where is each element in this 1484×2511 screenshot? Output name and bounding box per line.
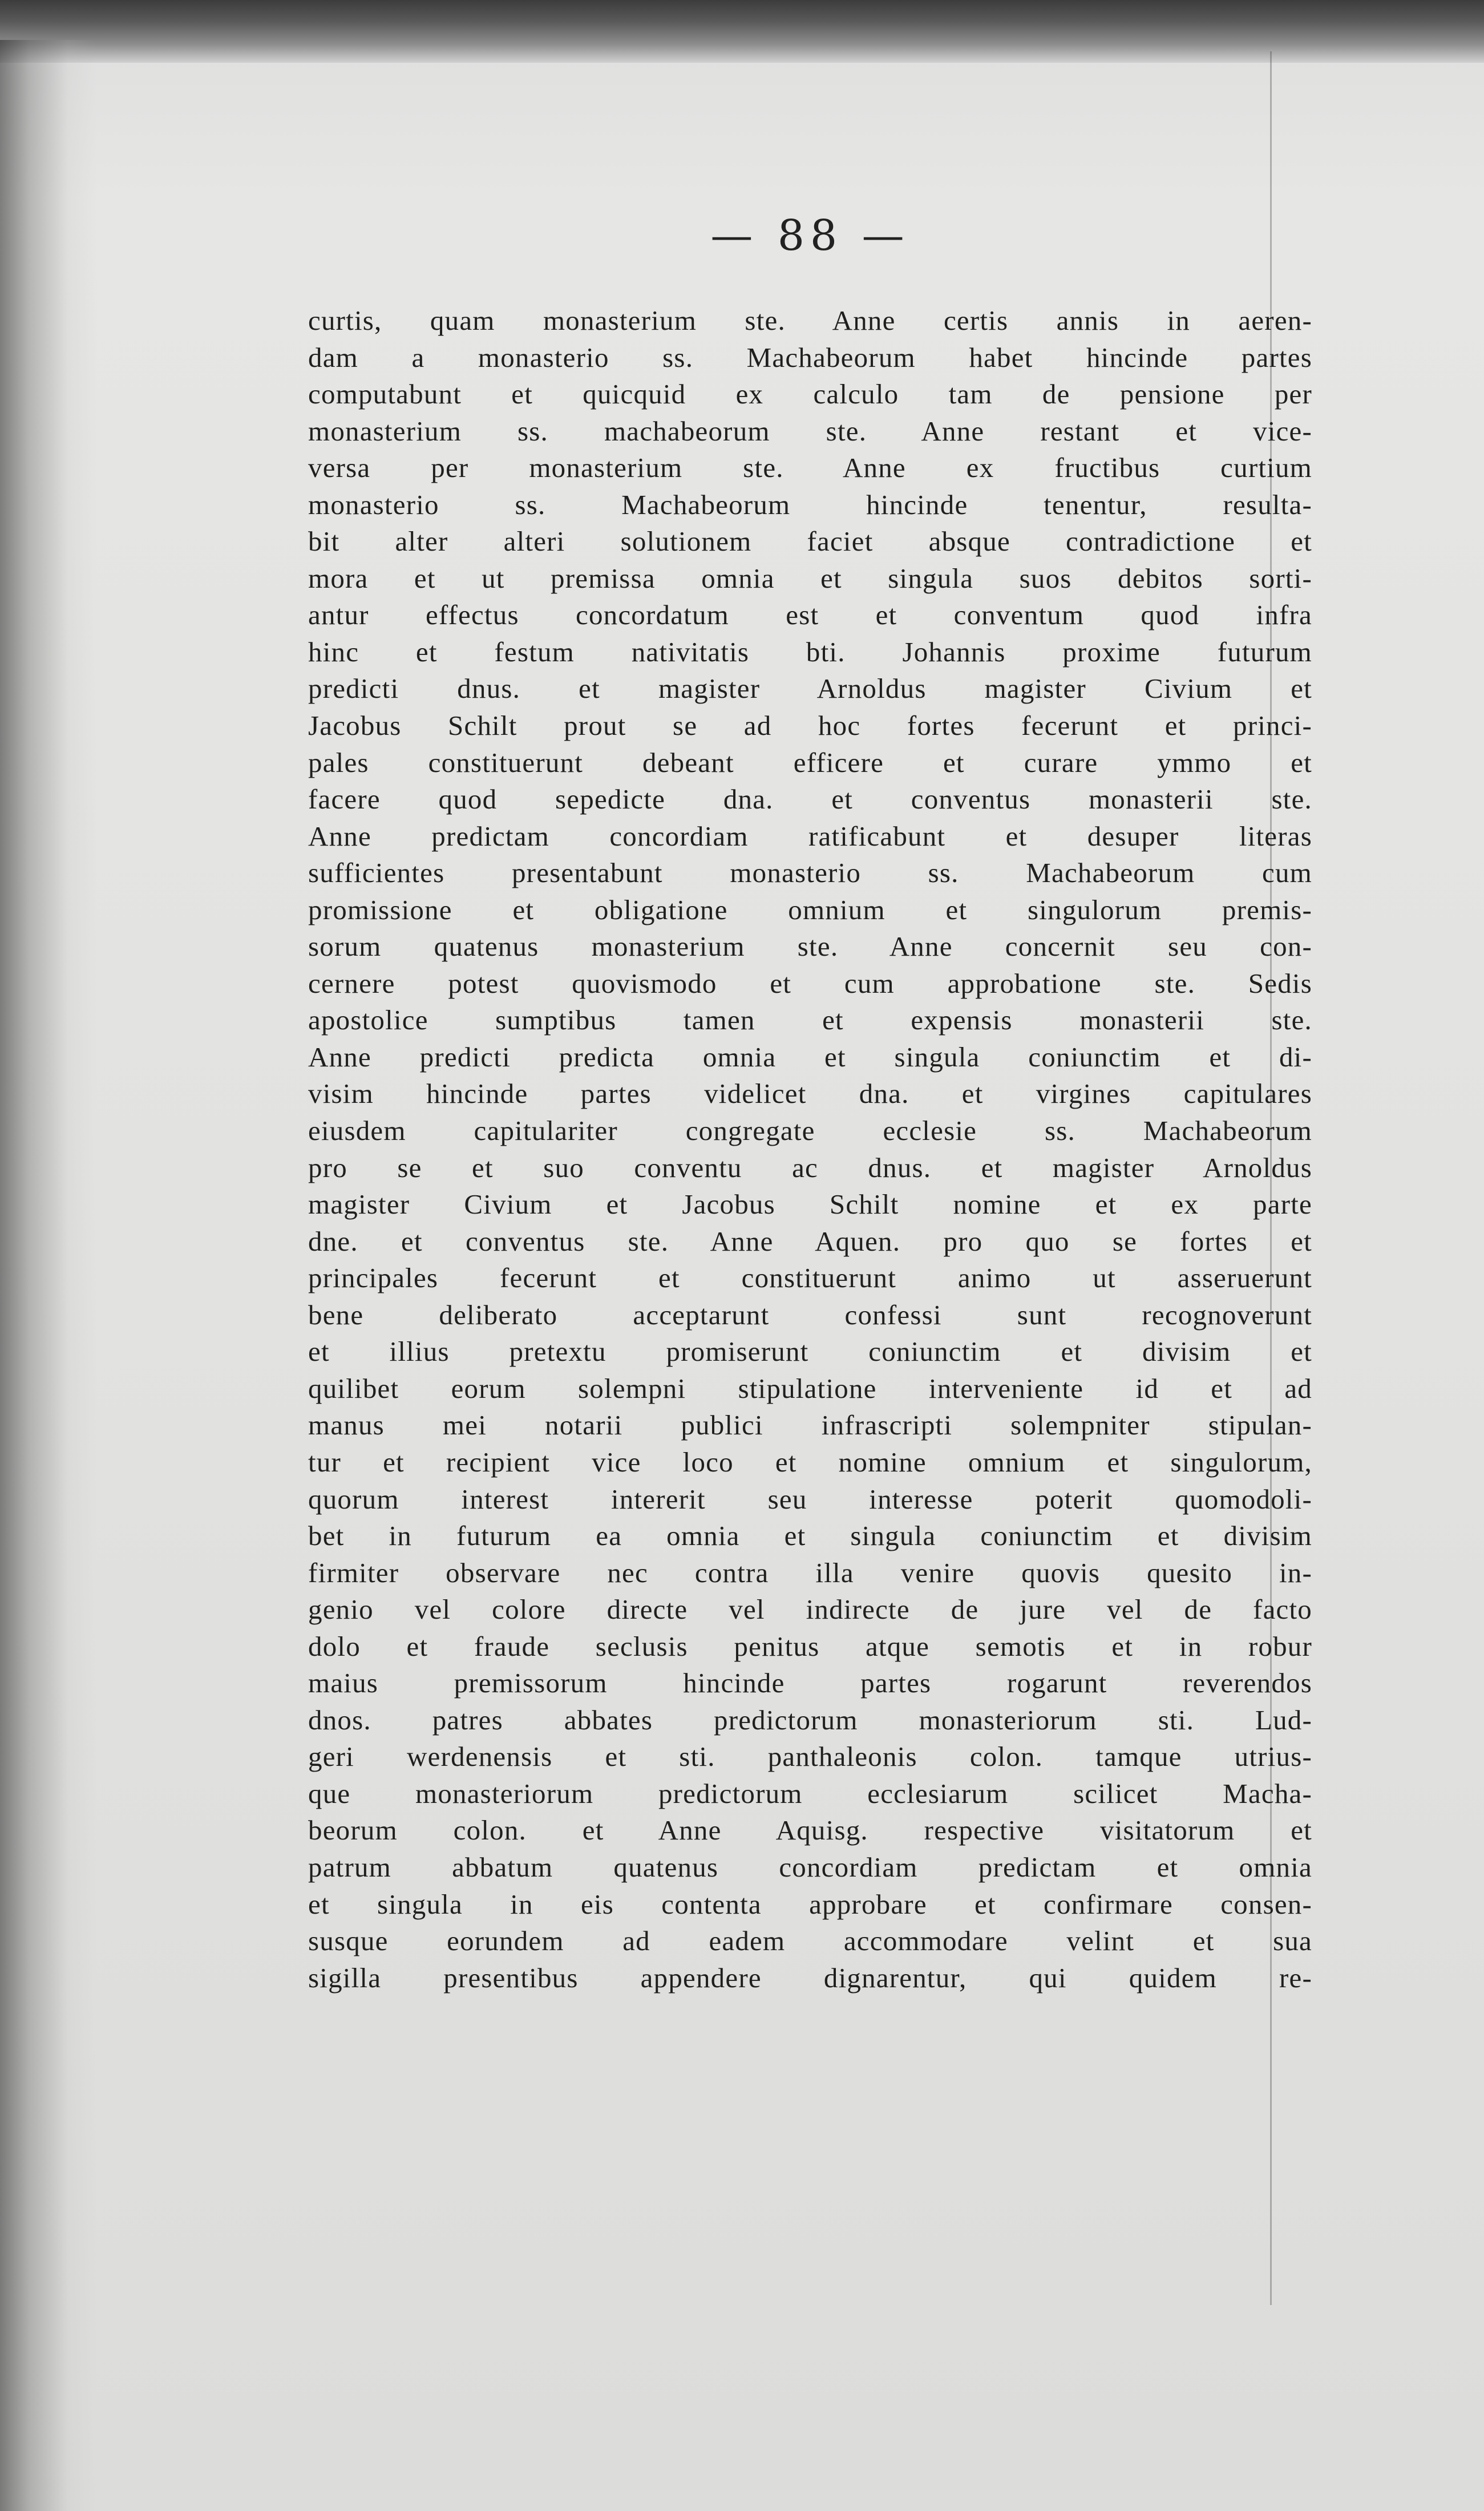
text-line: beorum colon. et Anne Aquisg. respective visitatorum et (308, 1814, 1312, 1846)
text-line: sorum quatenus monasterium ste. Anne concernit seu con- (308, 931, 1312, 963)
text-line: patrum abbatum quatenus concordiam predictam et omnia (308, 1851, 1312, 1883)
text-line: pales constituerunt debeant efficere et curare ymmo et (308, 746, 1312, 778)
text-line: monasterio ss. Machabeorum hincinde tenentur, resulta- (308, 488, 1312, 520)
text-line: quorum interest intererit seu interesse poterit quomodoli- (308, 1483, 1312, 1515)
text-line: manus mei notarii publici infrascripti solempniter stipulan- (308, 1409, 1312, 1441)
text-line: visim hincinde partes videlicet dna. et virgines capitulares (308, 1078, 1312, 1110)
text-line: sigilla presentibus appendere dignarentur, qui quidem re- (308, 1962, 1312, 1994)
text-line: hinc et festum nativitatis bti. Johannis proxime futurum (308, 636, 1312, 668)
page-number: — 88 — (710, 211, 910, 260)
text-line: cernere potest quovismodo et cum approbatione ste. Sedis (308, 967, 1312, 999)
text-line: promissione et obligatione omnium et singulorum premis- (308, 893, 1312, 925)
text-line: curtis, quam monasterium ste. Anne certis annis in aeren- (308, 305, 1312, 336)
text-line: Anne predicti predicta omnia et singula coniunctim et di- (308, 1041, 1312, 1073)
text-line: eiusdem capitulariter congregate ecclesie ss. Machabeorum (308, 1115, 1312, 1147)
text-line: mora et ut premissa omnia et singula suos debitos sorti- (308, 562, 1312, 594)
text-line: predicti dnus. et magister Arnoldus magister Civium et (308, 673, 1312, 705)
text-line: dnos. patres abbates predictorum monasteriorum sti. Lud- (308, 1704, 1312, 1736)
text-line: Jacobus Schilt prout se ad hoc fortes fecerunt et princi- (308, 710, 1312, 742)
text-line: quilibet eorum solempni stipulatione interveniente id et ad (308, 1372, 1312, 1404)
text-line: tur et recipient vice loco et nomine omnium et singulorum, (308, 1446, 1312, 1478)
text-line: versa per monasterium ste. Anne ex fructibus curtium (308, 452, 1312, 484)
text-line: dam a monasterio ss. Machabeorum habet hincinde partes (308, 341, 1312, 373)
text-line: et illius pretextu promiserunt coniunctim et divisim et (308, 1336, 1312, 1368)
text-line: maius premissorum hincinde partes rogarunt reverendos (308, 1667, 1312, 1699)
text-line: facere quod sepedicte dna. et conventus monasterii ste. (308, 783, 1312, 815)
scan-left-edge-shadow (0, 40, 97, 2511)
text-line: apostolice sumptibus tamen et expensis monasterii ste. (308, 1004, 1312, 1036)
text-line: bet in futurum ea omnia et singula coniunctim et divisim (308, 1520, 1312, 1552)
text-line: magister Civium et Jacobus Schilt nomine et ex parte (308, 1188, 1312, 1220)
text-line: Anne predictam concordiam ratificabunt et desuper literas (308, 820, 1312, 852)
scan-top-edge-shadow (0, 0, 1484, 63)
text-line: bene deliberato acceptarunt confessi sunt recognoverunt (308, 1299, 1312, 1331)
document-text-body (308, 302, 1312, 1996)
text-line: principales fecerunt et constituerunt animo ut asseruerunt (308, 1262, 1312, 1294)
text-line: computabunt et quicquid ex calculo tam de pensione per (308, 378, 1312, 410)
text-line: dne. et conventus ste. Anne Aquen. pro quo se fortes et (308, 1225, 1312, 1257)
text-line: sufficientes presentabunt monasterio ss. Machabeorum cum (308, 857, 1312, 889)
text-line: genio vel colore directe vel indirecte de jure vel de facto (308, 1594, 1312, 1626)
text-line: bit alter alteri solutionem faciet absque contradictione et (308, 525, 1312, 557)
text-line: que monasteriorum predictorum ecclesiarum scilicet Macha- (308, 1777, 1312, 1809)
text-line: monasterium ss. machabeorum ste. Anne restant et vice- (308, 415, 1312, 447)
text-line: firmiter observare nec contra illa venire quovis quesito in- (308, 1556, 1312, 1588)
text-line: et singula in eis contenta approbare et confirmare consen- (308, 1888, 1312, 1920)
document-page (308, 211, 1312, 2151)
text-line: pro se et suo conventu ac dnus. et magister Arnoldus (308, 1151, 1312, 1183)
text-line: geri werdenensis et sti. panthaleonis colon. tamque utrius- (308, 1741, 1312, 1773)
text-line: dolo et fraude seclusis penitus atque semotis et in robur (308, 1630, 1312, 1662)
text-line: antur effectus concordatum est et conventum quod infra (308, 599, 1312, 631)
text-line: susque eorundem ad eadem accommodare velint et sua (308, 1925, 1312, 1957)
